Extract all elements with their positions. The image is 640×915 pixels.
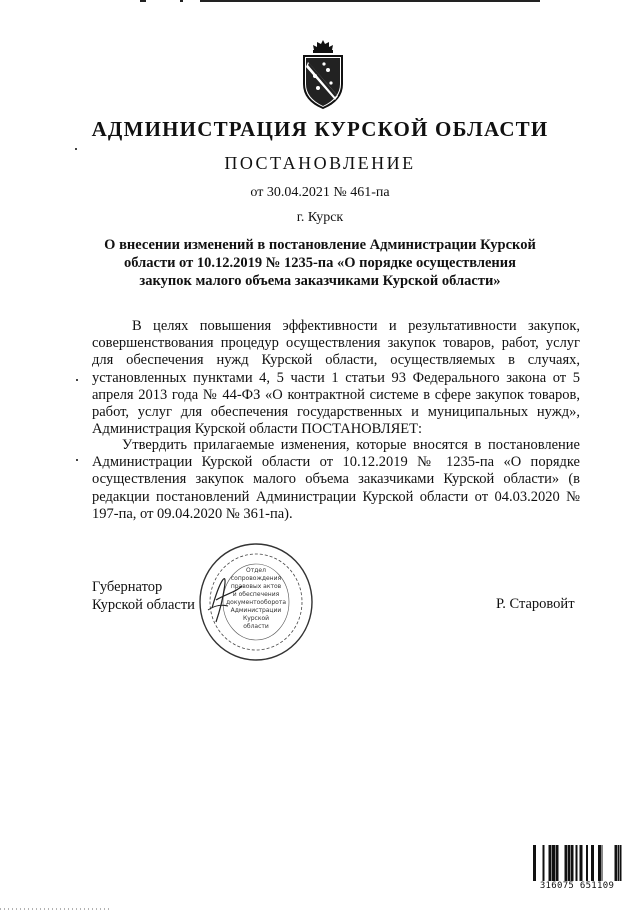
scan-speck [75,148,77,150]
svg-text:документооборота: документооборота [226,599,286,606]
signatory-position-line-2: Курской области [92,597,195,613]
barcode-bar [533,845,536,881]
barcode-bar [576,845,578,881]
scan-marks-bottom [0,897,110,899]
document-subject: О внесении изменений в постановление Администрации Курской области от 10.12.2019 № 1235-па «О порядке осуществления закупок малого объема заказчиками Курской области» [104,237,536,289]
kursk-coat-of-arms-icon [300,38,346,110]
svg-text:Отдел: Отдел [246,567,266,574]
svg-text:и обеспечения: и обеспечения [232,591,280,598]
document-type: ПОСТАНОВЛЕНИЕ [224,153,416,173]
scan-speck [76,459,78,461]
barcode-bar [549,845,552,881]
svg-text:области: области [243,623,269,630]
barcode-bar [620,845,622,881]
barcode-bar [615,845,618,881]
barcode-digits: 316075 651109 [539,881,615,891]
svg-text:сопровождения: сопровождения [230,575,282,582]
body-paragraph-1: В целях повышения эффективности и результативности закупок, совершенствования процедур осуществления закупок товаров, работ, услуг для обеспечения нужд Курской области, осуществляемых в случаях, установленных пунктами 4, 5 части 1 статьи 93 Федерального закона от 5 апреля 2013 года № 44-ФЗ «О контрактной системе в сфере закупок товаров, работ, услуг для обеспечения государственных и муниципальных нужд», Администрация Курской области ПОСТАНОВЛЯЕТ: [92,318,580,438]
svg-text:Курской: Курской [242,615,270,622]
barcode-bar [602,845,603,881]
barcode-bar [568,845,570,881]
signatory-position-line-1: Губернатор [92,579,163,595]
barcode-bar [543,845,545,881]
barcode-bar [586,845,588,881]
barcode-bar [618,845,619,881]
barcode-bar [598,845,601,881]
document-date-number: от 30.04.2021 № 461-па [250,185,390,200]
signatory-name: Р. Старовойт [496,596,575,612]
barcode-bar [591,845,594,881]
barcode-bar [580,845,583,881]
barcode [532,845,622,881]
svg-text:правовых актов: правовых актов [230,583,282,590]
barcode-bar [552,845,555,881]
document-city: г. Курск [296,210,344,225]
barcode-bar [556,845,559,881]
organization-title: АДМИНИСТРАЦИЯ КУРСКОЙ ОБЛАСТИ [91,117,549,141]
svg-text:Администрации: Администрации [230,607,282,614]
barcode-bar [565,845,568,881]
scan-marks-top [140,0,540,4]
signatory-position [92,578,195,614]
barcode-bar [571,845,574,881]
body-paragraph-2: Утвердить прилагаемые изменения, которые вносятся в постановление Администрации Курской области от 10.12.2019 № 1235-па «О порядке осуществления закупок малого объема заказчиками Курской области» (в редакции постановлений Администрации Курской области от 04.03.2020 № 197-па, от 09.04.2020 № 361-па). [92,437,580,522]
scan-speck [76,379,78,381]
